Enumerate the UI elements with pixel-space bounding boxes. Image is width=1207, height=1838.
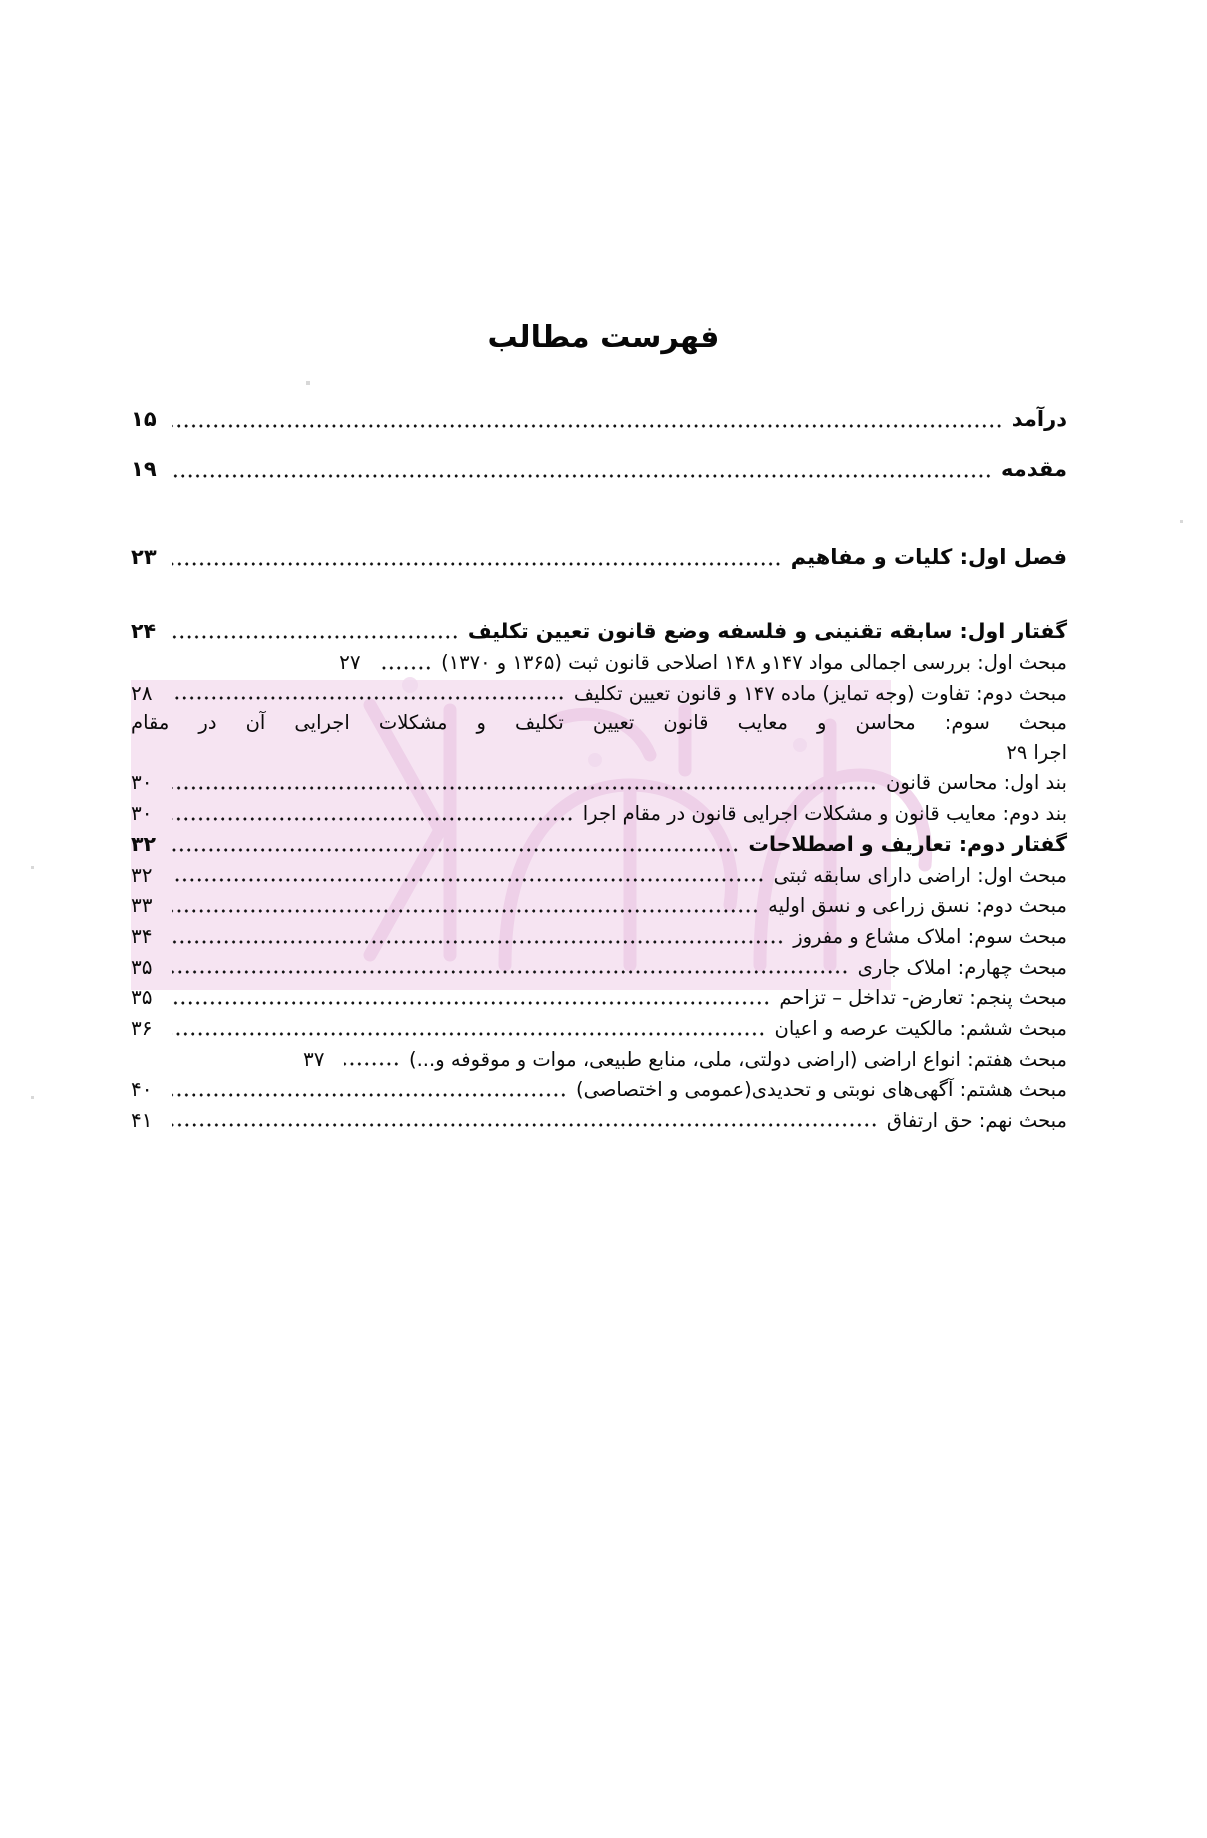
toc-leader-dots xyxy=(172,559,782,569)
toc-entry-label: مبحث دوم: نسق زراعی و نسق اولیه xyxy=(768,894,1067,918)
toc-entry-label: فصل اول: کلیات و مفاهیم xyxy=(790,544,1067,569)
toc-page-number: ۳۲ xyxy=(131,831,157,856)
toc-page-number: ۳۳ xyxy=(131,893,153,918)
toc-page-number: ۳۰ xyxy=(131,801,153,825)
toc-entry-section-two-heading[interactable] xyxy=(131,829,1067,860)
toc-entry-label: مبحث نهم: حق ارتفاق xyxy=(886,1108,1067,1132)
toc-entry-label: مبحث چهارم: املاک جاری xyxy=(857,955,1067,979)
toc-entry-label: مبحث اول: اراضی دارای سابقه ثبتی xyxy=(773,863,1067,887)
toc-page-number: ۳۶ xyxy=(131,1015,153,1040)
toc-entry-s2-mabhath-4[interactable] xyxy=(131,952,1067,983)
toc-entry-s2-mabhath-9[interactable] xyxy=(131,1105,1067,1136)
toc-leader-dots xyxy=(344,1059,400,1069)
toc-entry-label: درآمد xyxy=(1011,407,1067,431)
toc-entry-label: مقدمه xyxy=(1001,456,1067,481)
toc-leader-dots xyxy=(172,845,739,855)
toc-entry-s2-mabhath-1[interactable] xyxy=(131,860,1067,891)
toc-entry-s2-mabhath-5[interactable] xyxy=(131,982,1067,1013)
toc-leader-dots xyxy=(172,906,759,916)
toc-page-number: ۳۷ xyxy=(303,1046,325,1071)
toc-page-number: ۲۹ xyxy=(1006,740,1028,764)
toc-entry-s2-mabhath-2[interactable] xyxy=(131,890,1067,921)
spacer xyxy=(131,574,1067,616)
toc-entry-label: مبحث ششم: مالکیت عرصه و اعیان xyxy=(774,1016,1067,1040)
toc-page-number: ۲۳ xyxy=(131,544,157,569)
scan-speck xyxy=(31,866,34,869)
toc-entry-label: مبحث سوم: محاسن و معایب قانون تعیین تکلیف و مشکلات اجرایی آن در مقام xyxy=(131,711,1067,735)
toc-leader-dots xyxy=(380,663,432,673)
toc-entry-label: مبحث سوم: املاک مشاع و مفروز xyxy=(793,925,1067,949)
toc-entry-chapter-one[interactable] xyxy=(131,542,1067,574)
toc-entry-s1-band-1[interactable] xyxy=(131,767,1067,798)
toc-page-number: ۳۴ xyxy=(131,924,153,949)
toc-leader-dots xyxy=(172,998,770,1008)
toc-entry-label: مبحث اول: بررسی اجمالی مواد ۱۴۷و ۱۴۸ اصلاحی قانون ثبت (۱۳۶۵ و ۱۳۷۰) xyxy=(441,650,1067,674)
toc-page-number: ۴۰ xyxy=(131,1077,153,1102)
toc-entry-label: مبحث دوم: تفاوت (وجه تمایز) ماده ۱۴۷ و قانون تعیین تکلیف xyxy=(573,681,1067,705)
toc-entry-label: گفتار اول: سابقه تقنینی و فلسفه وضع قانون تعیین تکلیف xyxy=(467,618,1067,643)
spacer xyxy=(131,436,1067,454)
scan-speck xyxy=(306,381,310,385)
toc-leader-dots xyxy=(172,693,565,703)
toc-entry-label: گفتار دوم: تعاریف و اصطلاحات xyxy=(748,831,1067,856)
toc-entry-s1-mabhath-1[interactable] xyxy=(131,647,1067,678)
toc-leader-dots xyxy=(172,937,784,947)
toc-entry-s2-mabhath-3[interactable] xyxy=(131,921,1067,952)
toc-leader-dots xyxy=(172,967,849,977)
toc-entry-s2-mabhath-7[interactable] xyxy=(131,1044,1067,1075)
toc-leader-dots xyxy=(172,814,574,824)
toc-page-number: ۲۴ xyxy=(131,618,157,643)
toc-leader-dots xyxy=(172,471,992,481)
toc-entry-label: مبحث پنجم: تعارض- تداخل – تزاحم xyxy=(779,986,1067,1010)
toc-entry-section-one-heading[interactable] xyxy=(131,616,1067,647)
toc-leader-dots xyxy=(172,1029,766,1039)
toc-page-number: ۳۲ xyxy=(131,862,153,887)
toc-entry-s1-mabhath-3-line2[interactable] xyxy=(131,738,1067,768)
toc-leader-dots xyxy=(172,875,765,885)
toc-page-number: ۳۵ xyxy=(131,954,153,979)
toc-page-number: ۳۵ xyxy=(131,985,153,1010)
toc-entry-label: مبحث هفتم: انواع اراضی (اراضی دولتی، ملی، منابع طبیعی، موات و موقوفه و...) xyxy=(409,1047,1067,1071)
toc-entry-s1-band-2[interactable] xyxy=(131,798,1067,829)
toc-page-number: ۲۸ xyxy=(131,680,153,705)
toc-entry-label: بند دوم: معایب قانون و مشکلات اجرایی قانون در مقام اجرا xyxy=(582,802,1067,825)
toc-entry-label: مبحث هشتم: آگهی‌های نوبتی و تحدیدی(عمومی و اختصاصی) xyxy=(576,1078,1067,1102)
toc-page-number: ۱۵ xyxy=(131,407,157,431)
toc-leader-dots xyxy=(172,1120,878,1130)
toc-entry-moghaddame[interactable] xyxy=(131,454,1067,486)
toc-leader-dots xyxy=(172,632,459,642)
toc-entry-s1-mabhath-2[interactable] xyxy=(131,678,1067,709)
toc-entry-daramad[interactable] xyxy=(131,404,1067,436)
toc-entry-s1-mabhath-3-line1[interactable] xyxy=(131,708,1067,738)
toc-leader-dots xyxy=(172,1090,567,1100)
toc-entry-label-continued: اجرا xyxy=(1033,740,1067,764)
toc-page-number: ۴۱ xyxy=(131,1107,153,1132)
toc-leader-dots xyxy=(172,421,1003,431)
toc-entry-s2-mabhath-8[interactable] xyxy=(131,1074,1067,1105)
toc-page-number: ۳۰ xyxy=(131,770,153,795)
scan-speck xyxy=(1180,520,1183,523)
spacer xyxy=(131,486,1067,542)
toc-entry-s2-mabhath-6[interactable] xyxy=(131,1013,1067,1044)
page-title: فهرست مطالب xyxy=(487,320,720,356)
toc-leader-dots xyxy=(172,783,877,793)
scan-speck xyxy=(31,1096,34,1099)
toc-page-number: ۲۷ xyxy=(339,649,361,674)
toc-entry-label: بند اول: محاسن قانون xyxy=(886,771,1067,795)
toc-page-number: ۱۹ xyxy=(131,456,157,481)
table-of-contents xyxy=(131,404,1067,1135)
